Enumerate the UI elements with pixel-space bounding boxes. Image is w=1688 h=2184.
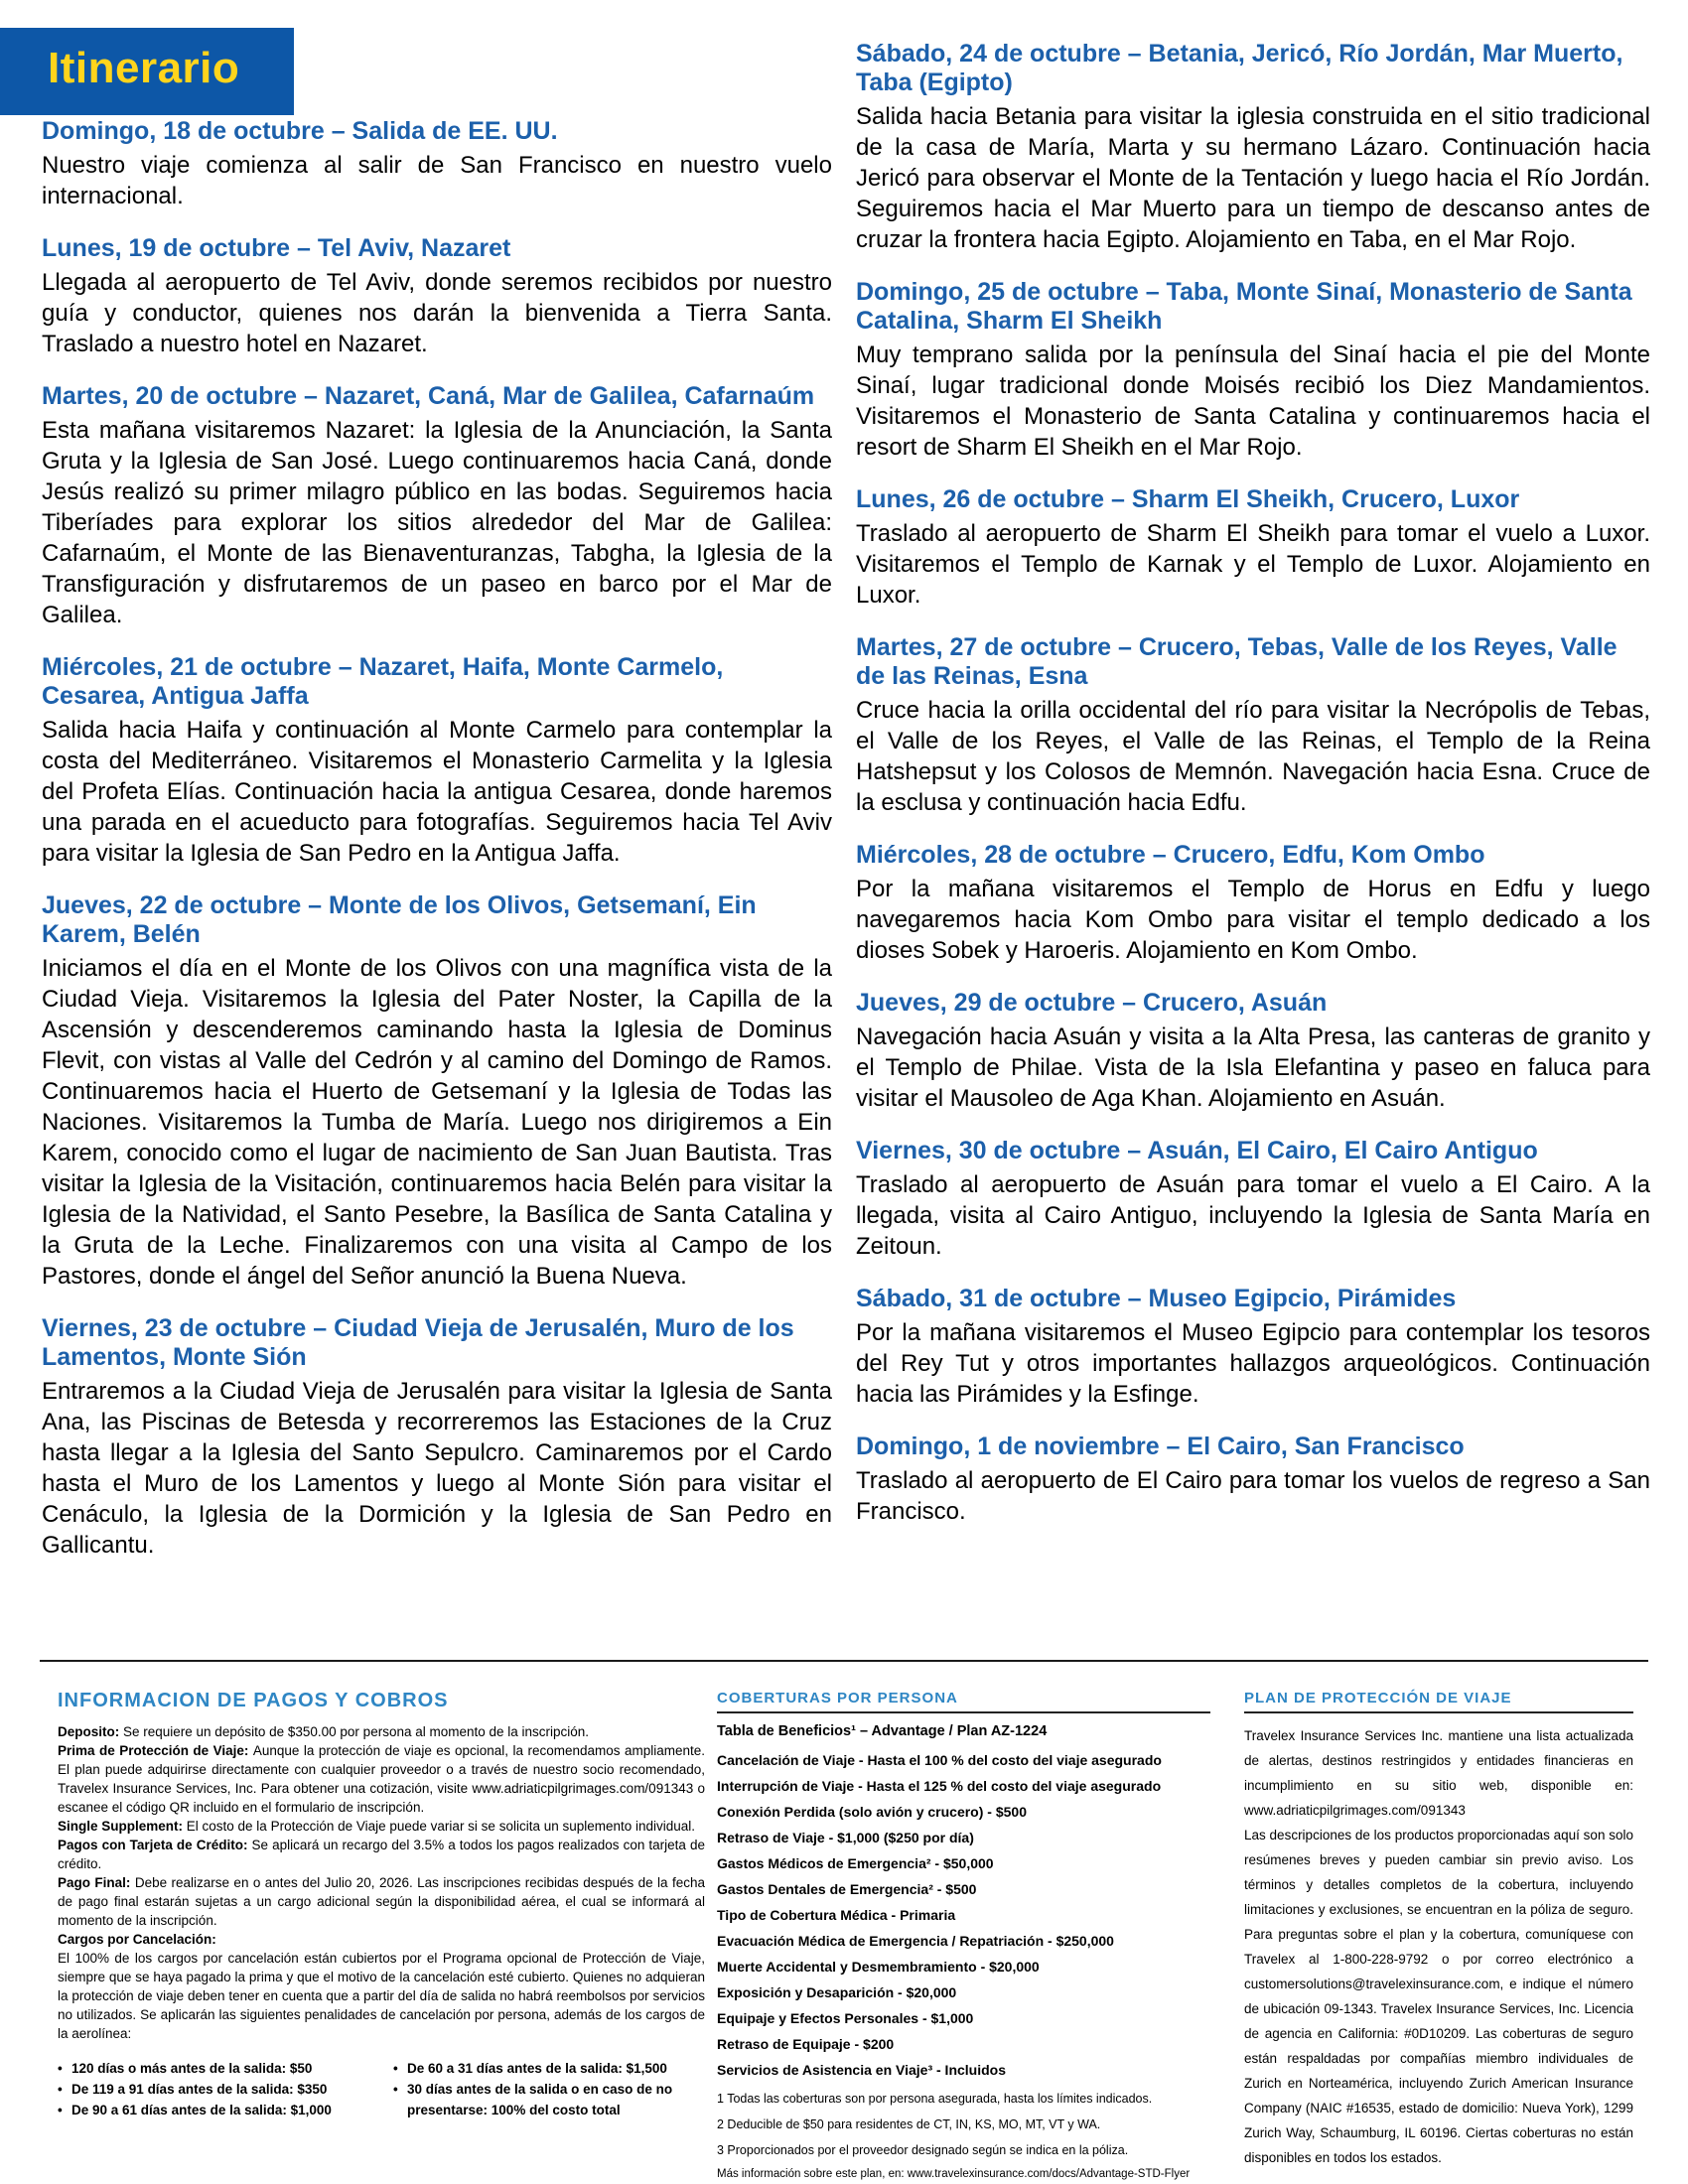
itinerary-date-heading: Martes, 20 de octubre – Nazaret, Caná, Mar de Galilea, Cafarnaúm: [42, 382, 815, 410]
cancellation-penalty-item: • De 119 a 91 días antes de la salida: $350: [58, 2079, 393, 2100]
benefit-item: Retraso de Viaje - $1,000 ($250 por día): [717, 1830, 974, 1845]
itinerary-date-heading: Sábado, 31 de octubre – Museo Egipcio, Pirámides: [856, 1285, 1457, 1312]
payments-label: Deposito:: [58, 1724, 123, 1739]
payments-paragraph: [58, 1741, 705, 1817]
itinerary-entry: [856, 1433, 1650, 1527]
cancellation-penalty-item: • De 60 a 31 días antes de la salida: $1,500: [393, 2058, 705, 2079]
itinerary-entry: [42, 1314, 832, 1561]
payments-label: Single Supplement:: [58, 1819, 187, 1834]
payments-text: Se requiere un depósito de $350.00 por persona al momento de la inscripción.: [123, 1724, 590, 1739]
protection-plan-paragraphs: [1244, 1723, 1633, 2170]
payments-paragraph: [58, 1722, 705, 1741]
benefit-item: Gastos Médicos de Emergencia² - $50,000: [717, 1855, 994, 1871]
itinerary-date-heading: Domingo, 1 de noviembre – El Cairo, San Francisco: [856, 1433, 1465, 1460]
coverage-footnote: 1 Todas las coberturas son por persona asegurada, hasta los límites indicados.: [717, 2092, 1153, 2106]
protection-plan-heading: PLAN DE PROTECCIÓN DE VIAJE: [1244, 1690, 1512, 1706]
payments-info-section: [58, 1690, 705, 2120]
itinerary-description: Llegada al aeropuerto de Tel Aviv, donde seremos recibidos por nuestro guía y conductor, quienes nos darán la bienvenida a Tierra Santa. Traslado a nuestro hotel en Nazaret.: [42, 269, 832, 357]
cancellation-penalty-item: • 120 días o más antes de la salida: $50: [58, 2058, 393, 2079]
protection-plan-section: [1244, 1690, 1633, 2170]
payments-text: El 100% de los cargos por cancelación están cubiertos por el Programa opcional de Protección de Viaje, siempre que se haya pagado la prima y que el motivo de la cancelación esté cubierto. Quienes no adquieran la protección de viaje deben tener en cuenta que a partir del día de salida no habrá reembolsos por servicios no utilizados. Se aplicarán las siguientes penalidades de cancelación por persona, además de los cargos de la aerolínea:: [58, 1951, 705, 2041]
itinerary-description: Muy temprano salida por la península del Sinaí hacia el pie del Monte Sinaí, lugar tradicional donde Moisés recibió los Diez Mandamientos. Visitaremos el Monasterio de Santa Catalina y continuaremos hacia el resort de Sharm El Sheikh en el Mar Rojo.: [856, 341, 1650, 461]
itinerary-description: Salida hacia Haifa y continuación al Monte Carmelo para contemplar la costa del Mediterráneo. Visitaremos el Monasterio Carmelita y la Iglesia del Profeta Elías. Continuación hacia la antigua Cesarea, donde haremos una parada en el acueducto para fotografías. Seguiremos hacia Tel Aviv para visitar la Iglesia de San Pedro en la Antigua Jaffa.: [42, 717, 832, 867]
itinerary-date-heading: Miércoles, 21 de octubre – Nazaret, Haifa, Monte Carmelo, Cesarea, Antigua Jaffa: [42, 653, 724, 710]
itinerary-entry: [42, 117, 832, 211]
itinerary-description: Cruce hacia la orilla occidental del río para visitar la Necrópolis de Tebas, el Valle de los Reyes, el Valle de las Reinas, el Templo de la Reina Hatshepsut y los Colosos de Memnón. Navegación hacia Esna. Cruce de la esclusa y continuación hacia Edfu.: [856, 697, 1650, 816]
itinerary-description: Nuestro viaje comienza al salir de San Francisco en nuestro vuelo internacional.: [42, 152, 832, 209]
itinerary-description: Navegación hacia Asuán y visita a la Alta Presa, las canteras de granito y el Templo de Philae. Vista de la Isla Elefantina y paseo en faluca para visitar el Mausoleo de Aga Khan. Alojamiento en Asuán.: [856, 1024, 1650, 1112]
cancellation-penalties-list: [58, 2058, 705, 2120]
benefit-item: Exposición y Desaparición - $20,000: [717, 1984, 957, 2000]
payments-paragraph: [58, 1836, 705, 1873]
benefits-table-title: Tabla de Beneficios¹ – Advantage / Plan AZ-1224: [717, 1723, 1048, 1739]
protection-plan-paragraph: Las descripciones de los productos proporcionadas aquí son solo resúmenes breves y pueden cambiar sin previo aviso. Los términos y detalles completos de la cobertura, incluyendo limitaciones y exclusiones, se encuentran en la póliza de seguro. Para preguntas sobre el plan y la cobertura, comuníquese con Travelex al 1-800-228-9792 o por correo electrónico a customersolutions@travelexinsurance.com, e indique el número de ubicación 09-1343. Travelex Insurance Services, Inc. Licencia de agencia en California: #0D10209. Las coberturas de seguro están respaldadas por compañías miembro individuales de Zurich en Norteamérica, incluyendo Zurich American Insurance Company (NAIC #16535, estado de domicilio: Nueva York), 1299 Zurich Way, Schaumburg, IL 60196. Ciertas coberturas no están disponibles en todos los estados.: [1244, 1828, 1633, 2165]
itinerary-entry: [856, 989, 1650, 1114]
itinerary-entry: [856, 485, 1650, 611]
itinerary-entry: [42, 891, 832, 1292]
footer-divider-line: [40, 1660, 1648, 1662]
coverage-footnote: 2 Deducible de $50 para residentes de CT, IN, KS, MO, MT, VT y WA.: [717, 2117, 1101, 2131]
payments-paragraph: [58, 1873, 705, 1930]
itinerary-description: Traslado al aeropuerto de Sharm El Sheikh para tomar el vuelo a Luxor. Visitaremos el Templo de Karnak y el Templo de Luxor. Alojamiento en Luxor.: [856, 520, 1650, 609]
benefit-item: Muerte Accidental y Desmembramiento - $20,000: [717, 1959, 1040, 1975]
itinerary-date-heading: Viernes, 30 de octubre – Asuán, El Cairo, El Cairo Antiguo: [856, 1137, 1538, 1164]
itinerary-date-heading: Miércoles, 28 de octubre – Crucero, Edfu, Kom Ombo: [856, 841, 1485, 869]
benefit-item: Retraso de Equipaje - $200: [717, 2036, 895, 2052]
itinerary-entry: [856, 841, 1650, 966]
payments-info-heading: INFORMACION DE PAGOS Y COBROS: [58, 1690, 449, 1711]
benefit-item: Cancelación de Viaje - Hasta el 100 % del costo del viaje asegurado: [717, 1752, 1162, 1768]
coverages-heading: COBERTURAS POR PERSONA: [717, 1690, 958, 1706]
benefit-item: Conexión Perdida (solo avión y crucero) - $500: [717, 1804, 1027, 1820]
payments-label: Prima de Protección de Viaje:: [58, 1743, 253, 1758]
itinerary-description: Traslado al aeropuerto de El Cairo para tomar los vuelos de regreso a San Francisco.: [856, 1467, 1650, 1525]
coverages-section: [717, 1690, 1210, 2184]
itinerary-entry: [42, 653, 832, 869]
protection-plan-paragraph: Travelex Insurance Services Inc. mantiene una lista actualizada de alertas, destinos restringidos y entidades financieras en incumplimiento en su sitio web, disponible en: www.adriaticpilgrimages.com/091343: [1244, 1728, 1633, 1818]
itinerary-entry: [856, 1137, 1650, 1262]
itinerary-date-heading: Jueves, 22 de octubre – Monte de los Olivos, Getsemaní, Ein Karem, Belén: [42, 891, 757, 948]
benefit-item: Evacuación Médica de Emergencia / Repatriación - $250,000: [717, 1933, 1114, 1949]
itinerary-date-heading: Lunes, 19 de octubre – Tel Aviv, Nazaret: [42, 234, 511, 262]
itinerary-date-heading: Sábado, 24 de octubre – Betania, Jericó, Río Jordán, Mar Muerto, Taba (Egipto): [856, 40, 1623, 96]
payments-text: El costo de la Protección de Viaje puede variar si se solicita un suplemento individual.: [186, 1819, 696, 1834]
itinerary-entry: [856, 633, 1650, 818]
itinerary-entry: [42, 382, 832, 630]
itinerary-entry: [856, 278, 1650, 463]
coverages-more-info: Más información sobre este plan, en: www.travelexinsurance.com/docs/Advantage-STD-Flyer: [717, 2168, 1191, 2180]
itinerary-description: Salida hacia Betania para visitar la iglesia construida en el sitio tradicional de la casa de María, Marta y su hermano Lázaro. Continuación hacia Jericó para observar el Monte de la Tentación y luego hacia el Río Jordán. Seguiremos hacia el Mar Muerto para un tiempo de descanso antes de cruzar la frontera hacia Egipto. Alojamiento en Taba, en el Mar Rojo.: [856, 103, 1650, 253]
benefit-item: Interrupción de Viaje - Hasta el 125 % del costo del viaje asegurado: [717, 1778, 1162, 1794]
benefit-item: Gastos Dentales de Emergencia² - $500: [717, 1881, 977, 1897]
itinerary-left-column: [42, 117, 832, 1583]
itinerary-entry: [856, 40, 1650, 255]
itinerary-title-banner: [0, 28, 294, 115]
payments-label: Cargos por Cancelación:: [58, 1932, 216, 1947]
itinerary-date-heading: Martes, 27 de octubre – Crucero, Tebas, Valle de los Reyes, Valle de las Reinas, Esna: [856, 633, 1618, 690]
page-title: Itinerario: [48, 44, 240, 92]
payments-paragraph: [58, 1949, 705, 2043]
payments-paragraph: [58, 1817, 705, 1836]
coverage-footnote: 3 Proporcionados por el proveedor designado según se indica en la póliza.: [717, 2143, 1129, 2157]
payments-text: Se aplicará un recargo del 3.5% a todos los pagos realizados con tarjeta de crédito.: [58, 1838, 705, 1871]
payments-text: Aunque la protección de viaje es opcional, la recomendamos ampliamente. El plan puede adquirirse directamente con cualquier proveedor o a través de nuestro socio recomendado, Travelex Insurance Services, Inc. Para obtener una cotización, visite www.adriaticpilgrimages.com/091343 o escanee el código QR incluido en el formulario de inscripción.: [58, 1743, 706, 1815]
itinerary-date-heading: Lunes, 26 de octubre – Sharm El Sheikh, Crucero, Luxor: [856, 485, 1520, 513]
itinerary-entry: [42, 234, 832, 359]
itinerary-date-heading: Viernes, 23 de octubre – Ciudad Vieja de Jerusalén, Muro de los Lamentos, Monte Sión: [42, 1314, 794, 1371]
coverages-heading-rule: [717, 1711, 1210, 1713]
itinerary-date-heading: Jueves, 29 de octubre – Crucero, Asuán: [856, 989, 1328, 1017]
benefit-item: Servicios de Asistencia en Viaje³ - Incluidos: [717, 2062, 1006, 2078]
protection-plan-heading-rule: [1244, 1711, 1633, 1713]
itinerary-date-heading: Domingo, 25 de octubre – Taba, Monte Sinaí, Monasterio de Santa Catalina, Sharm El Sheikh: [856, 278, 1632, 335]
itinerary-description: Esta mañana visitaremos Nazaret: la Iglesia de la Anunciación, la Santa Gruta y la Iglesia de San José. Luego continuaremos hacia Caná, donde Jesús realizó su primer milagro público en las bodas. Seguiremos hacia Tiberíades para explorar los sitios alrededor del Mar de Galilea: Cafarnaúm, el Monte de las Bienaventuranzas, Tabgha, la Iglesia de la Transfiguración y disfrutaremos de un paseo en barco por el Mar de Galilea.: [42, 417, 832, 628]
benefit-item: Tipo de Cobertura Médica - Primaria: [717, 1907, 956, 1923]
payments-label: Pago Final:: [58, 1875, 135, 1890]
itinerary-right-column: [856, 40, 1650, 1550]
itinerary-description: Traslado al aeropuerto de Asuán para tomar el vuelo a El Cairo. A la llegada, visita al Cairo Antiguo, incluyendo la Iglesia de Santa María en Zeitoun.: [856, 1171, 1650, 1260]
itinerary-description: Entraremos a la Ciudad Vieja de Jerusalén para visitar la Iglesia de Santa Ana, las Piscinas de Betesda y recorreremos las Estaciones de la Cruz hasta llegar a la Iglesia del Santo Sepulcro. Caminaremos por el Cardo hasta el Muro de los Lamentos y luego al Monte Sión para visitar el Cenáculo, la Iglesia de la Dormición y la Iglesia de San Pedro en Gallicantu.: [42, 1378, 832, 1559]
payments-label: Pagos con Tarjeta de Crédito:: [58, 1838, 252, 1852]
cancellation-penalties-col2: [393, 2058, 705, 2120]
itinerary-description: Por la mañana visitaremos el Templo de Horus en Edfu y luego navegaremos hacia Kom Ombo para visitar el templo dedicado a los dioses Sobek y Haroeris. Alojamiento en Kom Ombo.: [856, 876, 1650, 964]
itinerary-description: Iniciamos el día en el Monte de los Olivos con una magnífica vista de la Ciudad Vieja. Visitaremos la Iglesia del Pater Noster, la Capilla de la Ascensión y descenderemos caminando hasta la Iglesia de Dominus Flevit, con vistas al Valle del Cedrón y al camino del Domingo de Ramos. Continuaremos hacia el Huerto de Getsemaní y la Iglesia de Todas las Naciones. Visitaremos la Tumba de María. Luego nos dirigiremos a Ein Karem, conocido como el lugar de nacimiento de San Juan Bautista. Tras visitar la Iglesia de la Visitación, continuaremos hacia Belén para visitar la Iglesia de la Natividad, el Santo Pesebre, la Basílica de Santa Catalina y la Gruta de la Leche. Finalizaremos con una visita al Campo de los Pastores, donde el ángel del Señor anunció la Buena Nueva.: [42, 955, 832, 1290]
coverages-footnotes: [717, 2086, 1210, 2163]
benefit-item: Equipaje y Efectos Personales - $1,000: [717, 2010, 974, 2026]
itinerary-entry: [856, 1285, 1650, 1410]
payments-text: Debe realizarse en o antes del Julio 20, 2026. Las inscripciones recibidas después de la fecha de pago final estarán sujetas a un cargo adicional según la disponibilidad aérea, el cual se informará al momento de la inscripción.: [58, 1875, 705, 1928]
itinerary-description: Por la mañana visitaremos el Museo Egipcio para contemplar los tesoros del Rey Tut y otros importantes hallazgos arqueológicos. Continuación hacia las Pirámides y la Esfinge.: [856, 1319, 1650, 1408]
cancellation-penalty-item: • 30 días antes de la salida o en caso de no presentarse: 100% del costo total: [393, 2079, 705, 2120]
cancellation-penalty-item: • De 90 a 61 días antes de la salida: $1,000: [58, 2100, 393, 2120]
itinerary-date-heading: Domingo, 18 de octubre – Salida de EE. UU.: [42, 117, 558, 145]
payments-paragraphs: [58, 1722, 705, 2043]
cancellation-penalties-col1: [58, 2058, 393, 2120]
benefits-list: [717, 1747, 1210, 2083]
payments-paragraph: [58, 1930, 705, 1949]
